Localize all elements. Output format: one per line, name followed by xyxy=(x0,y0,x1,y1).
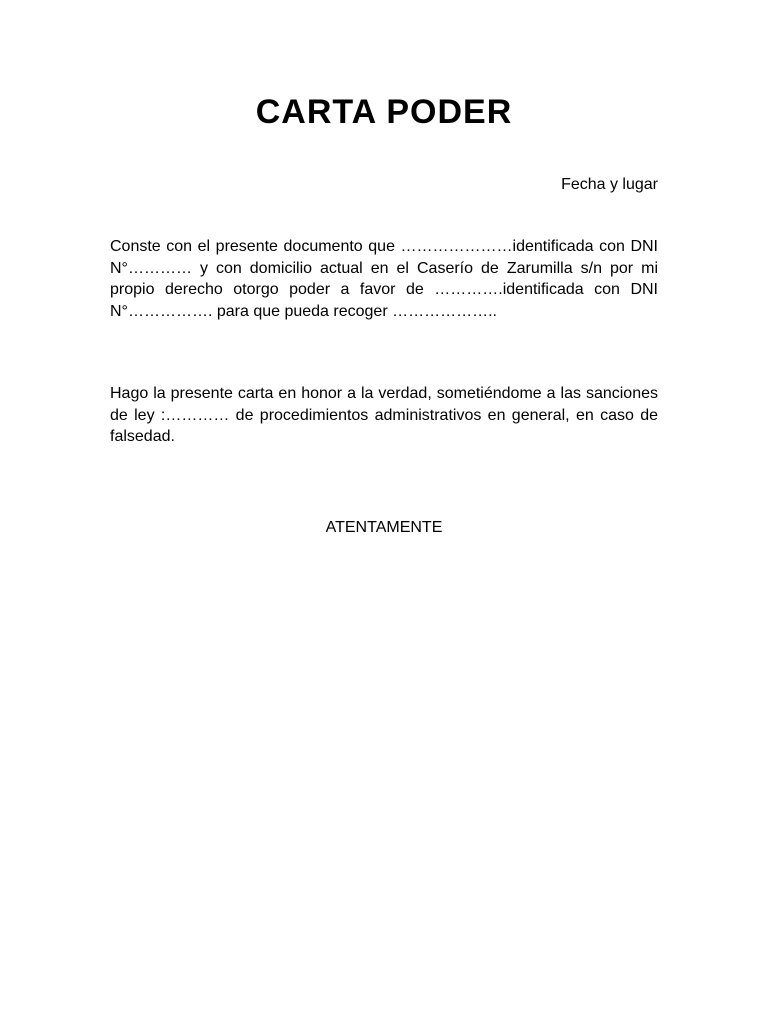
document-title: CARTA PODER xyxy=(255,93,513,131)
body-paragraph-2: Hago la presente carta en honor a la verdad, sometiéndome a las sanciones de ley :………… de procedimientos administrativos en general, en caso de falsedad. xyxy=(110,385,658,445)
date-place-line: Fecha y lugar xyxy=(561,176,658,193)
closing-line: ATENTAMENTE xyxy=(325,519,443,536)
body-paragraph-1: Conste con el presente documento que …………………identificada con DNI N°………… y con domicilio actual en el Caserío de Zarumilla s/n por mi propio derecho otorgo poder a favor de ………….identificada con DNI N°……………. para que pueda recoger ……………….. xyxy=(110,238,658,320)
